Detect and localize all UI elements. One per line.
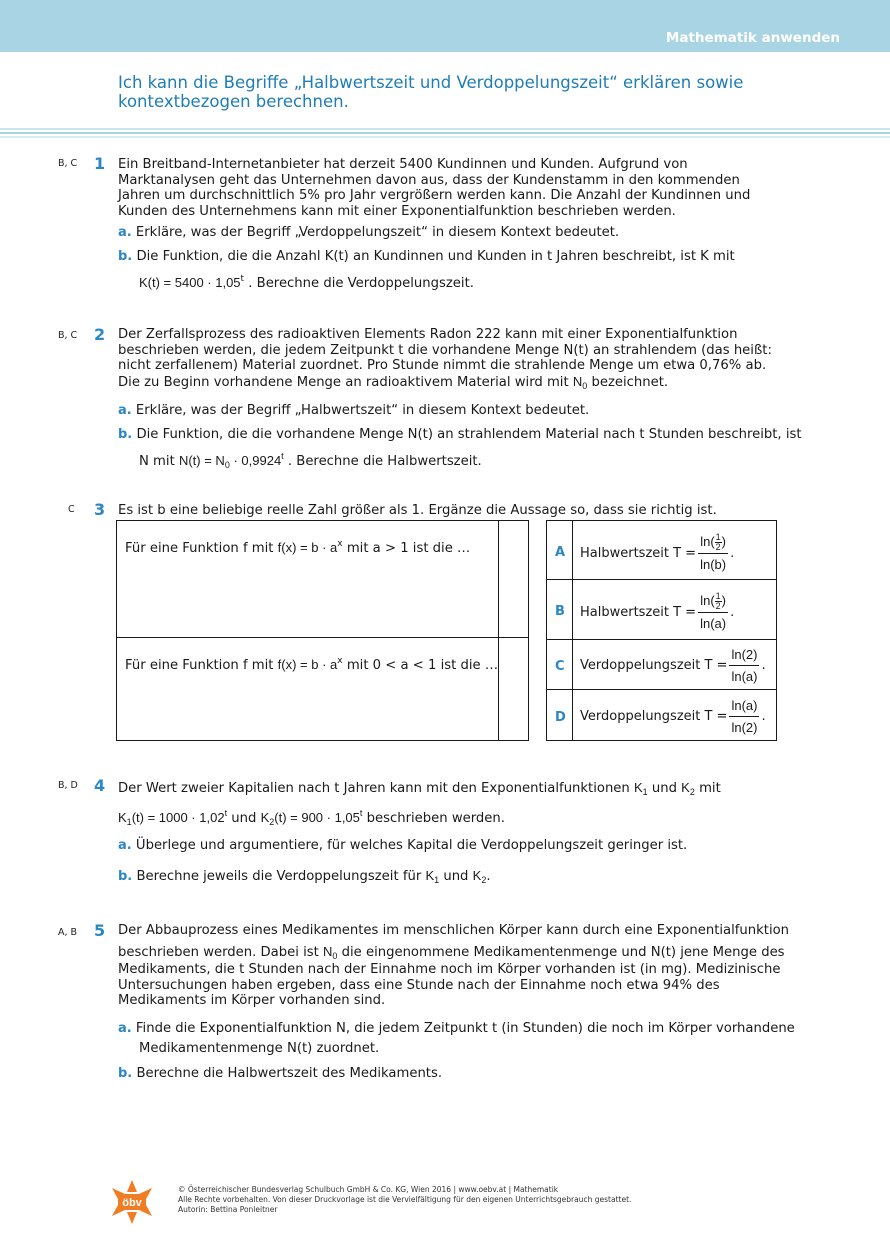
task5-b-text: Berechne die Halbwertszeit des Medikaments. [136,1066,443,1081]
task5-a-label: a. [118,1021,132,1036]
task2-n0: $N_0$ [572,373,588,391]
task5-a [118,1021,795,1037]
option-a-label: Halbwertszeit T = [580,545,697,561]
task3-row1-answer-box[interactable] [498,520,529,638]
header-label: Mathematik anwenden [665,30,840,46]
task1-competency: B, C [58,158,78,169]
task1-a-text: Erkläre, was der Begriff „Verdoppelungszeit“ in diesem Kontext bedeutet. [135,225,620,240]
task2-text-after: bezeichnet. [591,374,669,390]
option-c-content: Verdoppelungszeit T = $\frac{\ln(2)}{\ln(a)}$ . [580,646,766,684]
option-b-fraction: ln( $\frac{1}{2}$ ) ln(a) [700,591,727,632]
task4-a-label: a. [118,838,132,853]
task2-b-formula-line [139,449,482,474]
task2-b-text2: . Berechne die Halbwertszeit. [287,454,482,469]
task5-b [118,1066,442,1082]
task2-a [118,403,589,419]
task4-competency: B, D [58,780,78,791]
footer-line2: Alle Rechte vorbehalten. Von dieser Druckvorlage ist die Vervielfältigung für den eigenen Unterrichtsgebrauch gestattet. [178,1195,632,1204]
task1-b-text2: . Berechne die Verdoppelungszeit. [248,276,474,291]
task4-text1: Der Wert zweier Kapitalien nach t Jahren kann mit den Exponentialfunktionen $K_1$ und $K_2$ mit [118,780,721,797]
task5-line1: Der Abbauprozess eines Medikamentes im menschlichen Körper kann durch eine Exponentialfunktion [118,923,790,938]
option-a-fraction: ln( $\frac{1}{2}$ ) ln(b) [700,532,727,573]
oebv-logo [112,1180,152,1224]
task4-number: 4 [94,776,106,795]
task2-formula: $N(t) = N_0 \cdot 0,9924^t$ [178,451,284,470]
header-band [0,0,890,52]
task2-b-label: b. [118,427,133,442]
task3-row2-text: Für eine Funktion f mit $f(x) = b \cdot a^x$ mit 0 < a < 1 ist die … [125,656,499,673]
task1-a-label: a. [118,225,132,240]
task1-formula-exp: t [240,274,245,284]
footer-line1: © Österreichischer Bundesverlag Schulbuch GmbH & Co. KG, Wien 2016 | www.oebv.at | Mathematik [178,1185,559,1194]
option-b-label: Halbwertszeit T = [580,604,697,620]
task2-b [118,427,802,443]
task2-a-label: a. [118,403,132,418]
task3-row1-text: Für eine Funktion f mit $f(x) = b \cdot a^x$ mit a > 1 ist die … [125,539,471,556]
task2-a-text: Erkläre, was der Begriff „Halbwertszeit“ in diesem Kontext bedeutet. [135,403,590,418]
option-a-content: Halbwertszeit T = ln( $\frac{1}{2}$ ) ln(b) . [580,532,735,573]
task5-competency: A, B [58,927,78,938]
option-c-letter: C [555,659,565,674]
task2-b-text: Die Funktion, die die vorhandene Menge N(t) an strahlendem Material nach t Stunden beschreibt, ist [136,427,802,442]
task2-text-before: Der Zerfallsprozess des radioaktiven Elements Radon 222 kann mit einer Exponentialfunktion beschrieben werden, die jedem Zeitpunkt t die vorhandene Menge N(t) an strahlendem (das heißt: nicht zerfallenem) Material zuordnet. Pro Stunde nimmt die strahlende Menge um etwa 0,76% ab. Die zu Beginn vorhandene Menge an radioaktivem Material wird mit [118,327,772,390]
option-d-content: Verdoppelungszeit T = $\frac{\ln(a)}{\ln(2)}$ . [580,697,766,735]
task1-b-formula-line [139,272,474,292]
task3-text: Es ist b eine beliebige reelle Zahl größer als 1. Ergänze die Aussage so, dass sie richtig ist. [118,503,717,518]
task5-line2: beschrieben werden. Dabei ist $N_0$ die eingenommene Medikamentenmenge und N(t) jene Menge des [118,944,785,961]
task3-row2-cell [116,637,499,741]
logo-text: öbv [122,1197,142,1209]
task5-a-text2: Medikamentenmenge N(t) zuordnet. [139,1041,380,1056]
task4-text2: $K_1(t) = 1000 \cdot 1,02^t$ und $K_2(t) = 900 \cdot 1,05^t$ beschrieben werden. [118,808,505,827]
option-c-fraction: $\frac{\ln(2)}{\ln(a)}$ [731,646,758,684]
task2-number: 2 [94,325,106,344]
task3-row2-answer-box[interactable] [498,637,529,741]
footer-line3: Autorin: Bettina Ponleitner [178,1205,278,1214]
option-d-letter: D [555,710,566,725]
task1-number: 1 [94,154,106,173]
title-divider [0,128,890,140]
task5-number: 5 [94,921,106,940]
task4-a [118,838,687,854]
task2-text [118,327,782,394]
task2-competency: B, C [58,330,78,341]
task1-formula: K(t) = 5400 · 1,05 [139,275,241,290]
option-a-letter: A [555,545,566,560]
task4-b-label: b. [118,869,133,884]
option-c-label: Verdoppelungszeit T = [580,657,728,673]
task5-rest: Medikaments, die t Stunden nach der Einnahme noch im Körper vorhanden ist (in mg). Medizinische Untersuchungen haben ergeben, dass eine Stunde nach der Einnahme noch etwa 94% des Medikaments im Körper vorhanden sind. [118,962,781,1009]
task1-b [118,249,735,265]
task5-a-text: Finde die Exponentialfunktion N, die jedem Zeitpunkt t (in Stunden) die noch im Körper vorhandene [135,1021,795,1036]
task4-b: b. Berechne jeweils die Verdoppelungszeit für $K_1$ und $K_2$. [118,868,491,885]
task1-a [118,225,619,241]
page-title: Ich kann die Begriffe „Halbwertszeit und Verdoppelungszeit“ erklären sowie kontextbezogen berechnen. [118,73,744,111]
task3-number: 3 [94,500,106,519]
task4-a-text: Überlege und argumentiere, für welches Kapital die Verdoppelungszeit geringer ist. [135,838,688,853]
task1-b-text: Die Funktion, die die Anzahl K(t) an Kundinnen und Kunden in t Jahren beschreibt, ist K mit [136,249,735,264]
task3-row1-cell [116,520,499,638]
option-d-label: Verdoppelungszeit T = [580,708,728,724]
task5-b-label: b. [118,1066,133,1081]
task2-b-nmit: N mit [139,454,175,469]
option-d-fraction: $\frac{\ln(a)}{\ln(2)}$ [731,697,758,735]
task3-competency: C [68,504,75,515]
task1-b-label: b. [118,249,133,264]
task1-text: Ein Breitband-Internetanbieter hat derzeit 5400 Kundinnen und Kunden. Aufgrund von Marktanalysen geht das Unternehmen davon aus, dass der Kundenstamm in den kommenden Jahren um durchschnittlich 5% pro Jahr vergrößern werden kann. Die Anzahl der Kundinnen und Kunden des Unternehmens kann mit einer Exponentialfunktion beschrieben werden. [118,157,751,219]
option-b-letter: B [555,604,565,619]
option-b-content: Halbwertszeit T = ln( $\frac{1}{2}$ ) ln(a) . [580,591,735,632]
task4-b-text: Berechne jeweils die Verdoppelungszeit für [136,869,422,884]
